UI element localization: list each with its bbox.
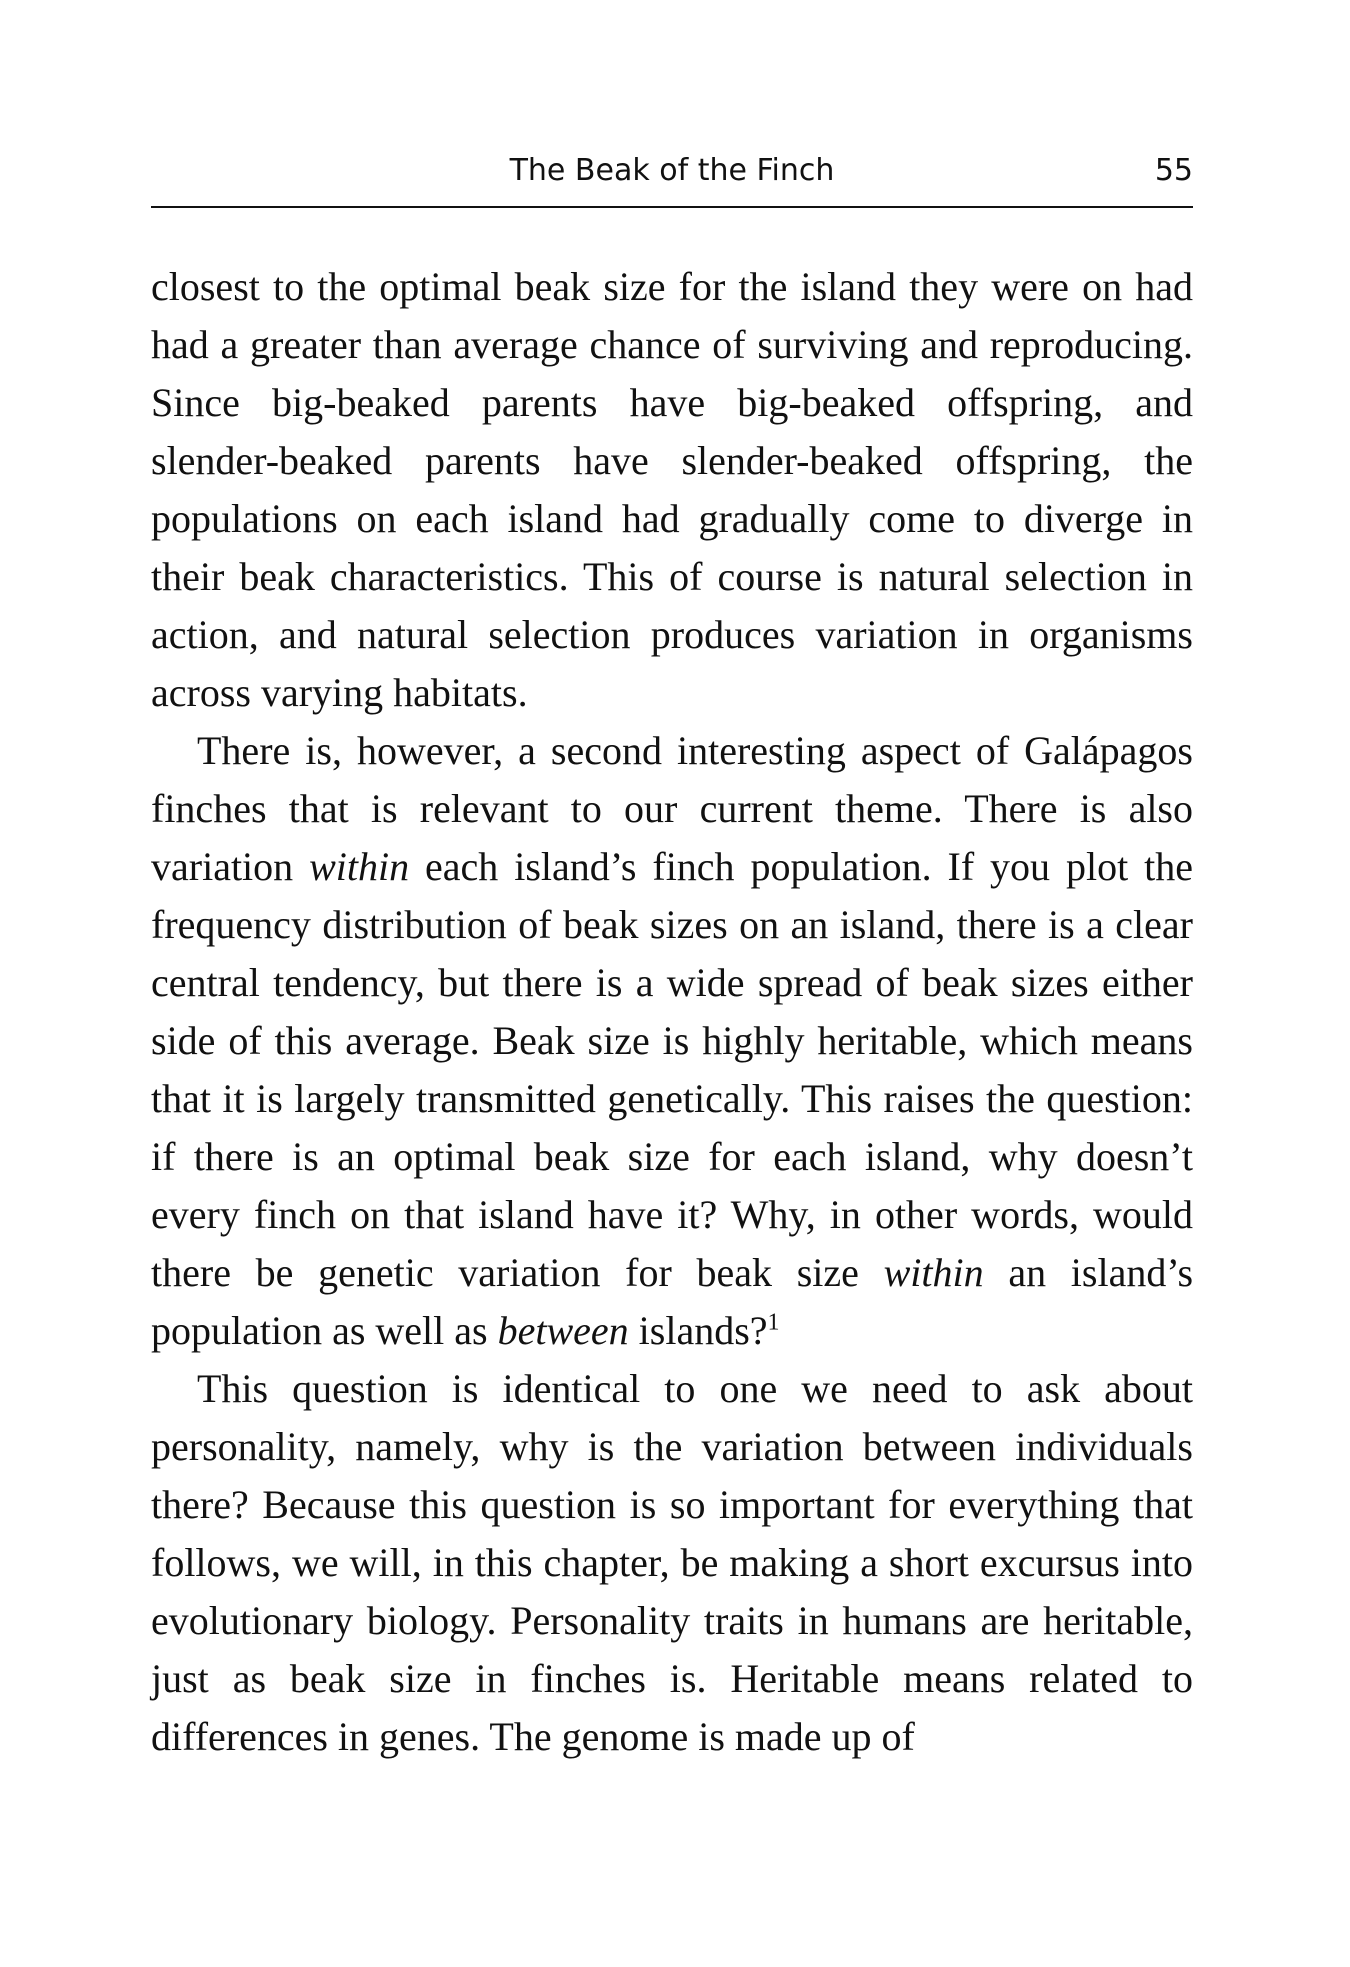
text-run: This question is identical to one we need to ask about personality, namely, why is the variation between individuals there? Because this question is so important for everything that follows, we will, in this chapter, be making a short excursus into evolutionary biology. Personality traits in humans are heritable, just as beak size in finches is. Heritable means related to differences in genes. The genome is made up of	[151, 1366, 1193, 1759]
text-run: islands?	[628, 1308, 768, 1353]
text-run: There is, however, a second interesting aspect of Galápagos finches that is relevant to our current theme. There is also variation	[151, 728, 1193, 889]
emphasis: between	[497, 1308, 629, 1353]
running-head	[151, 146, 1193, 196]
paragraph	[151, 1360, 1193, 1766]
body-text	[151, 258, 1193, 1766]
header-rule	[151, 206, 1193, 208]
text-run: each island’s finch population. If you plot the frequency distribution of beak sizes on an island, there is a clear central tendency, but there is a wide spread of beak sizes either side of this average. Beak size is highly heritable, which means that it is largely transmitted genetically. This raises the question: if there is an optimal beak size for each island, why doesn’t every finch on that island have it? Why, in other words, would there be genetic variation for beak size	[151, 844, 1193, 1295]
text-run: an island’s population as well as	[151, 1250, 1194, 1353]
footnote-marker: 1	[767, 1309, 780, 1336]
page-number: 55	[1154, 153, 1193, 188]
chapter-title: The Beak of the Finch	[509, 153, 835, 188]
emphasis: within	[883, 1250, 984, 1295]
paragraph	[151, 722, 1193, 1360]
text-run: closest to the optimal beak size for the island they were on had had a greater than average chance of surviving and reproducing. Since big-beaked parents have big-beaked offspring, and slender-beaked parents have slender-beaked offspring, the populations on each island had gradually come to diverge in their beak characteristics. This of course is natural selection in action, and natural selection produces variation in organisms across varying habitats.	[151, 264, 1193, 715]
paragraph	[151, 258, 1193, 722]
emphasis: within	[309, 844, 410, 889]
